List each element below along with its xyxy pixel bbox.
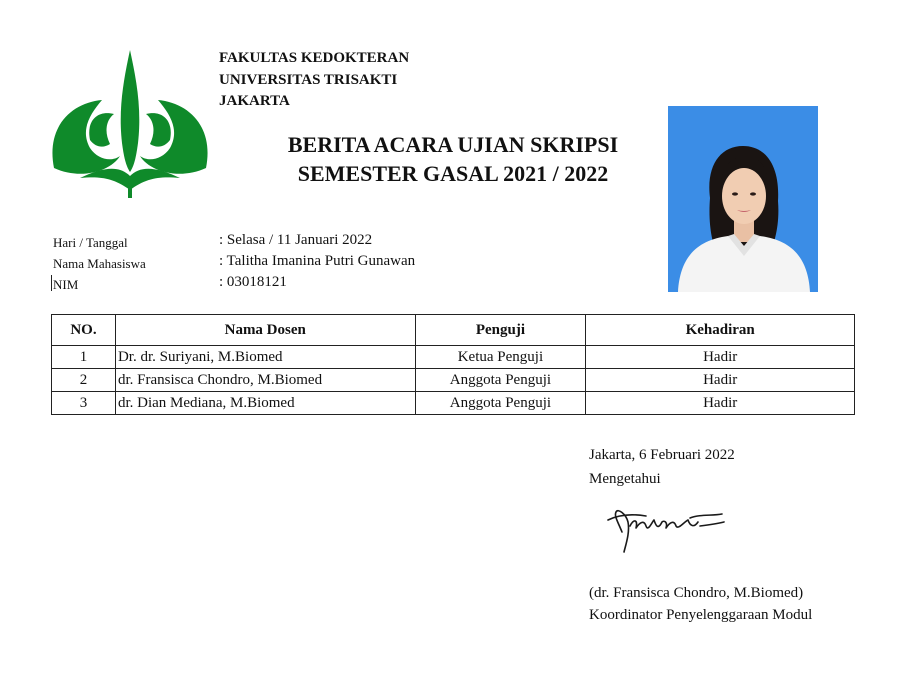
signer-name: (dr. Fransisca Chondro, M.Biomed) — [589, 585, 804, 601]
lecturer-name: Dr. dr. Suriyani, M.Biomed — [115, 346, 415, 369]
university-name: UNIVERSITAS TRISAKTI — [219, 71, 398, 88]
row-number: 3 — [52, 392, 116, 415]
university-logo — [50, 48, 210, 200]
institution-header — [219, 48, 409, 113]
lecturer-name: dr. Fransisca Chondro, M.Biomed — [115, 369, 415, 392]
row-number: 2 — [52, 369, 116, 392]
row-number: 1 — [52, 346, 116, 369]
table-row — [52, 369, 855, 392]
header-attendance: Kehadiran — [586, 315, 855, 346]
date-label: Hari / Tanggal — [53, 235, 128, 250]
header-lecturer-name: Nama Dosen — [115, 315, 415, 346]
signature-header — [589, 443, 735, 491]
handwritten-signature — [600, 492, 740, 560]
title-line-1: BERITA ACARA UJIAN SKRIPSI — [287, 132, 619, 157]
header-no: NO. — [52, 315, 116, 346]
student-photo — [668, 106, 818, 292]
text-cursor — [51, 275, 52, 291]
examiner-table — [51, 314, 855, 415]
attendance-status: Hadir — [586, 369, 855, 392]
lecturer-name: dr. Dian Mediana, M.Biomed — [115, 392, 415, 415]
place-date: Jakarta, 6 Februari 2022 — [589, 447, 735, 463]
signer-role: Koordinator Penyelenggaraan Modul — [589, 607, 813, 623]
table-row — [52, 392, 855, 415]
student-portrait-image — [668, 106, 818, 292]
date-value: : Selasa / 11 Januari 2022 — [219, 232, 373, 248]
student-name-label: Nama Mahasiswa — [53, 256, 146, 271]
table-header-row — [52, 315, 855, 346]
examiner-role: Ketua Penguji — [415, 346, 586, 369]
attendance-status: Hadir — [586, 392, 855, 415]
title-line-2: SEMESTER GASAL 2021 / 2022 — [297, 161, 609, 186]
document-title — [248, 130, 658, 188]
examiner-role: Anggota Penguji — [415, 369, 586, 392]
city-name: JAKARTA — [219, 93, 290, 109]
attendance-status: Hadir — [586, 346, 855, 369]
examiner-role: Anggota Penguji — [415, 392, 586, 415]
table-row — [52, 346, 855, 369]
faculty-name: FAKULTAS KEDOKTERAN — [219, 50, 410, 66]
header-examiner-role: Penguji — [415, 315, 586, 346]
student-name-value: : Talitha Imanina Putri Gunawan — [219, 253, 416, 269]
acknowledged-label: Mengetahui — [589, 471, 661, 487]
nim-label: NIM — [53, 277, 79, 292]
nim-value: : 03018121 — [219, 274, 287, 290]
signer-block — [589, 582, 812, 626]
